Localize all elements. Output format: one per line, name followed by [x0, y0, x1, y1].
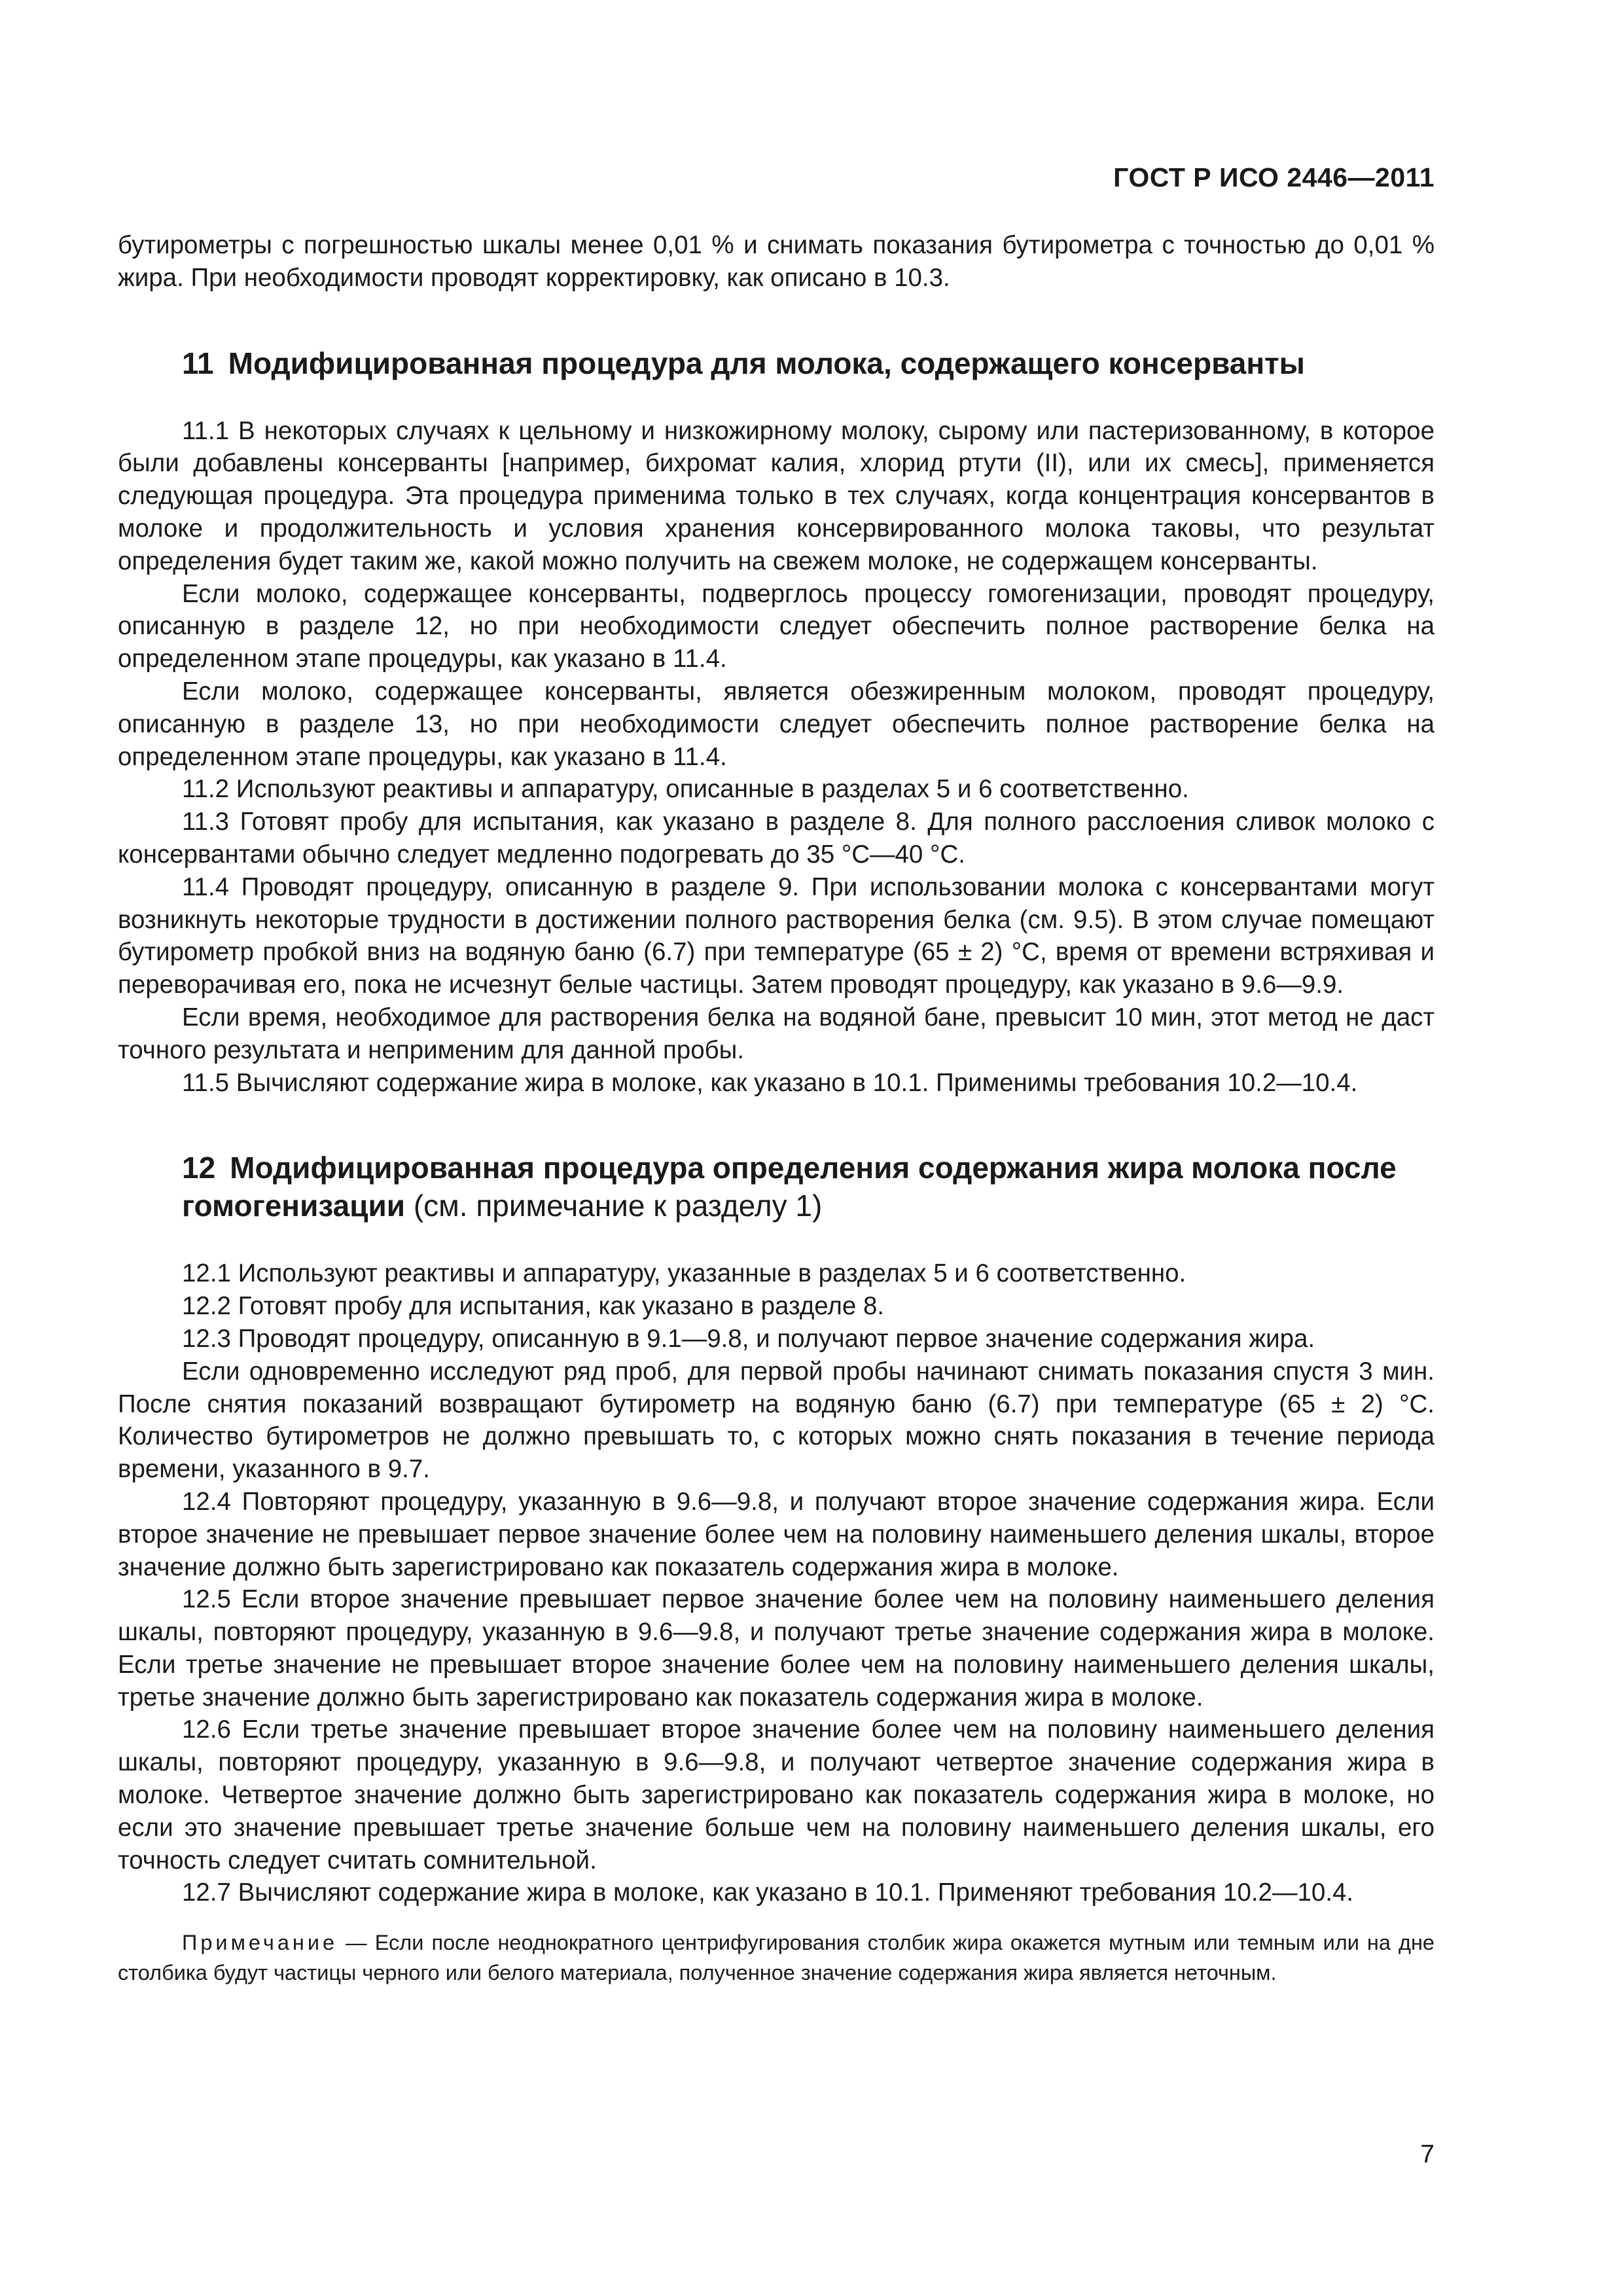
paragraph-12-5: 12.5 Если второе значение превышает первое значение более чем на половину наименьшего деления шкалы, повторяют процедуру, указанную в 9.6—9.8, и получают третье значение содержания жира в молоке. Если третье значение не превышает второе значение более чем на половину наименьшего деления шкалы, третье значение должно быть зарегистрировано как показатель содержания жира в молоке.: [118, 1585, 1435, 1712]
paragraph-12-6: 12.6 Если третье значение превышает второе значение более чем на половину наименьшего деления шкалы, повторяют процедуру, указанную в 9.6—9.8, и получают четвертое значение содержания жира в молоке. Четвертое значение должно быть зарегистрировано как показатель содержания жира в молоке, но если это значение превышает третье значение больше чем на половину наименьшего деления шкалы, его точность следует считать сомнительной.: [118, 1715, 1435, 1874]
paragraph-11-1-skimmed: Если молоко, содержащее консерванты, является обезжиренным молоком, проводят процедуру, описанную в разделе 13, но при необходимости следует обеспечить полное растворение белка на определенном этапе процедуры, как указано в 11.4.: [118, 677, 1435, 771]
paragraph-12-1: 12.1 Используют реактивы и аппаратуру, указанные в разделах 5 и 6 соответственно.: [182, 1259, 1186, 1288]
paragraph-11-5: 11.5 Вычисляют содержание жира в молоке, как указано в 10.1. Применимы требования 10.2—10.4.: [182, 1068, 1358, 1097]
paragraph-12-4: 12.4 Повторяют процедуру, указанную в 9.6—9.8, и получают второе значение содержания жира. Если второе значение не превышает первое значение более чем на половину наименьшего деления шкалы, второе значение должно быть зарегистрировано как показатель содержания жира в молоке.: [118, 1487, 1435, 1581]
paragraph-12-7: 12.7 Вычисляют содержание жира в молоке, как указано в 10.1. Применяют требования 10.2—10.4.: [182, 1878, 1354, 1907]
note-text: — Если после неоднократного центрифугирования столбик жира окажется мутным или темным или на дне столбика будут частицы черного или белого материала, полученное значение содержания жира является неточным.: [118, 1931, 1435, 1985]
paragraph-12-3-series: Если одновременно исследуют ряд проб, для первой пробы начинают снимать показания спустя 3 мин. После снятия показаний возвращают бутирометр на водяную баню (6.7) при температуре (65 ± 2) °С. Количество бутирометров не должно превышать то, с которых можно снять показания в течение периода времени, указанного в 9.7.: [118, 1357, 1435, 1484]
section-11-title: Модифицированная процедура для молока, содержащего консерванты: [228, 346, 1305, 380]
section-11-number: 11: [182, 346, 214, 380]
paragraph-11-2: 11.2 Используют реактивы и аппаратуру, описанные в разделах 5 и 6 соответственно.: [182, 775, 1189, 804]
note-label: Примечание: [182, 1931, 338, 1955]
page-number: 7: [1420, 2140, 1435, 2168]
section-11-heading: [118, 344, 1435, 382]
section-12-note: [118, 1928, 1435, 1988]
paragraph-11-4: 11.4 Проводят процедуру, описанную в разделе 9. При использовании молока с консервантами могут возникнуть некоторые трудности в достижении полного растворения белка (см. 9.5). В этом случае помещают бутирометр пробкой вниз на водяную баню (6.7) при температуре (65 ± 2) °С, время от времени встряхивая и переворачивая его, пока не исчезнут белые частицы. Затем проводят процедуру, как указано в 9.6—9.9.: [118, 872, 1435, 999]
section-12-title: Модифицированная процедура определения содержания жира молока после гомогенизации: [182, 1151, 1397, 1223]
document-body: [118, 229, 1435, 1988]
paragraph-11-1: 11.1 В некоторых случаях к цельному и низкожирному молоку, сырому или пастеризованному, в которое были добавлены консерванты [например, бихромат калия, хлорид ртути (II), или их смесь], применяется следующая процедура. Эта процедура применима только в тех случаях, когда концентрация консервантов в молоке и продолжительность и условия хранения консервированного молока таковы, что результат определения будет таким же, какой можно получить на свежем молоке, не содержащем консерванты.: [118, 416, 1435, 575]
document-page: [118, 0, 1435, 2296]
intro-paragraph: бутирометры с погрешностью шкалы менее 0,01 % и снимать показания бутирометра с точностью до 0,01 % жира. При необходимости проводят корректировку, как описано в 10.3.: [118, 231, 1435, 292]
section-12-title-note: (см. примечание к разделу 1): [405, 1189, 823, 1223]
standard-header: ГОСТ Р ИСО 2446—2011: [1113, 162, 1435, 192]
section-12-number: 12: [182, 1151, 216, 1185]
paragraph-11-3: 11.3 Готовят пробу для испытания, как указано в разделе 8. Для полного расслоения сливок молоко с консервантами обычно следует медленно подогревать до 35 °С—40 °С.: [118, 808, 1435, 869]
paragraph-11-1-homogenized: Если молоко, содержащее консерванты, подверглось процессу гомогенизации, проводят процедуру, описанную в разделе 12, но при необходимости следует обеспечить полное растворение белка на определенном этапе процедуры, как указано в 11.4.: [118, 579, 1435, 673]
section-12-heading: [118, 1149, 1435, 1225]
paragraph-12-3: 12.3 Проводят процедуру, описанную в 9.1—9.8, и получают первое значение содержания жира.: [182, 1324, 1315, 1353]
paragraph-12-2: 12.2 Готовят пробу для испытания, как указано в разделе 8.: [182, 1292, 885, 1321]
paragraph-11-4-time-limit: Если время, необходимое для растворения белка на водяной бане, превысит 10 мин, этот метод не даст точного результата и неприменим для данной пробы.: [118, 1003, 1435, 1064]
